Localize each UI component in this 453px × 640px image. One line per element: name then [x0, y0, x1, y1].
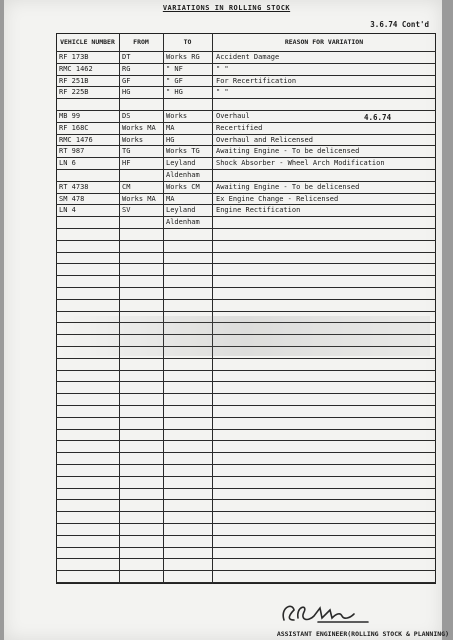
table-cell-to: Works RG [166, 53, 200, 61]
table-cell-reason: Overhaul [216, 112, 250, 120]
table-row-line [56, 358, 436, 359]
table-row-line [56, 570, 436, 571]
table-cell-to: Works [166, 112, 188, 120]
table-cell-reason: " " [216, 65, 229, 73]
table-row-line [56, 535, 436, 536]
table-cell-vehicle: LN 4 [59, 206, 76, 214]
table-cell-from [122, 217, 162, 228]
table-cell-from: Works [122, 136, 144, 144]
table-cell-vehicle: SM 478 [59, 195, 85, 203]
table-row-line [56, 511, 436, 512]
table-cell-from: DS [122, 112, 131, 120]
table-cell-reason [216, 217, 434, 228]
table-row-line [56, 287, 436, 288]
section-date: 4.6.74 [364, 113, 392, 122]
table-cell-reason: For Recertification [216, 77, 297, 85]
table-row-line [56, 523, 436, 524]
table-cell-to: Leyland [166, 206, 196, 214]
table-row-line [56, 440, 436, 441]
table-cell-vehicle: RMC 1462 [59, 65, 93, 73]
table-row-line [56, 98, 436, 99]
table-row-line [56, 499, 436, 500]
table-row-line [56, 547, 436, 548]
table-cell-reason: Engine Rectification [216, 206, 301, 214]
table-cell-from: RG [122, 65, 131, 73]
table-cell-to: MA [166, 124, 175, 132]
table-row-line [56, 558, 436, 559]
table-cell-vehicle: RT 987 [59, 147, 85, 155]
table-cell-vehicle: MB 99 [59, 112, 81, 120]
table-cell-from: Works MA [122, 124, 156, 132]
table-row-line [56, 464, 436, 465]
table-cell-from: SV [122, 206, 131, 214]
table-row-line [56, 275, 436, 276]
table-row-line [56, 311, 436, 312]
signature-image [278, 598, 378, 628]
table-row-line [56, 228, 436, 229]
table-cell-reason: Accident Damage [216, 53, 280, 61]
table-cell-to: Works CM [166, 183, 200, 191]
column-header-reason: REASON FOR VARIATION [284, 37, 364, 46]
table-cell-from: HF [122, 159, 131, 167]
document-title: VARIATIONS IN ROLLING STOCK [162, 4, 291, 12]
photocopy-smudge [60, 316, 430, 356]
table-row-line [56, 299, 436, 300]
table-cell-vehicle: RMC 1476 [59, 136, 93, 144]
variations-table [56, 33, 436, 584]
table-cell-reason: Shock Absorber - Wheel Arch Modification [216, 159, 385, 167]
table-cell-vehicle: RF 173B [59, 53, 89, 61]
table-cell-reason [216, 170, 434, 181]
table-cell-to: Aldenham [166, 171, 200, 179]
table-row-line [56, 252, 436, 253]
column-header-from: FROM [133, 37, 149, 46]
table-row-line [56, 263, 436, 264]
table-row-line [56, 417, 436, 418]
table-row-line [56, 405, 436, 406]
column-header-to: TO [183, 37, 192, 46]
table-cell-from: Works MA [122, 195, 156, 203]
table-row-line [56, 488, 436, 489]
table-cell-from [122, 170, 162, 181]
table-cell-vehicle: RF 225B [59, 88, 89, 96]
table-row-line [56, 476, 436, 477]
table-cell-to: MA [166, 195, 175, 203]
table-cell-to: Aldenham [166, 218, 200, 226]
date-header: 3.6.74 Cont'd [370, 20, 429, 29]
table-cell-from: TG [122, 147, 131, 155]
table-cell-vehicle: LN 6 [59, 159, 76, 167]
table-cell-to: " GF [166, 77, 183, 85]
table-row-line [56, 582, 436, 583]
table-row-line [56, 370, 436, 371]
table-cell-from: CM [122, 183, 131, 191]
table-row-line [56, 240, 436, 241]
table-cell-reason: Ex Engine Change - Relicensed [216, 195, 339, 203]
table-cell-to: HG [166, 136, 175, 144]
table-cell-from: DT [122, 53, 131, 61]
table-row-line [56, 429, 436, 430]
table-cell-reason: Recertified [216, 124, 263, 132]
table-cell-vehicle: RT 4738 [59, 183, 89, 191]
table-cell-to: " NF [166, 65, 183, 73]
column-header-vehicle: VEHICLE NUMBER [60, 37, 115, 46]
footer-title: ASSISTANT ENGINEER(ROLLING STOCK & PLANNING) [276, 630, 449, 638]
table-cell-reason: Awaiting Engine - To be delicensed [216, 183, 360, 191]
table-cell-to: Leyland [166, 159, 196, 167]
table-cell-reason: " " [216, 88, 229, 96]
table-cell-vehicle [59, 170, 117, 181]
table-cell-vehicle: RF 251B [59, 77, 89, 85]
table-cell-to: Works TG [166, 147, 200, 155]
table-cell-vehicle: RF 168C [59, 124, 89, 132]
table-cell-reason: Awaiting Engine - To be delicensed [216, 147, 360, 155]
table-cell-to: " HG [166, 88, 183, 96]
table-cell-reason: Overhaul and Relicensed [216, 136, 313, 144]
table-row-line [56, 393, 436, 394]
table-cell-from: HG [122, 88, 131, 96]
table-row-line [56, 381, 436, 382]
table-cell-vehicle [59, 217, 117, 228]
table-cell-from: GF [122, 77, 131, 85]
table-row-line [56, 452, 436, 453]
